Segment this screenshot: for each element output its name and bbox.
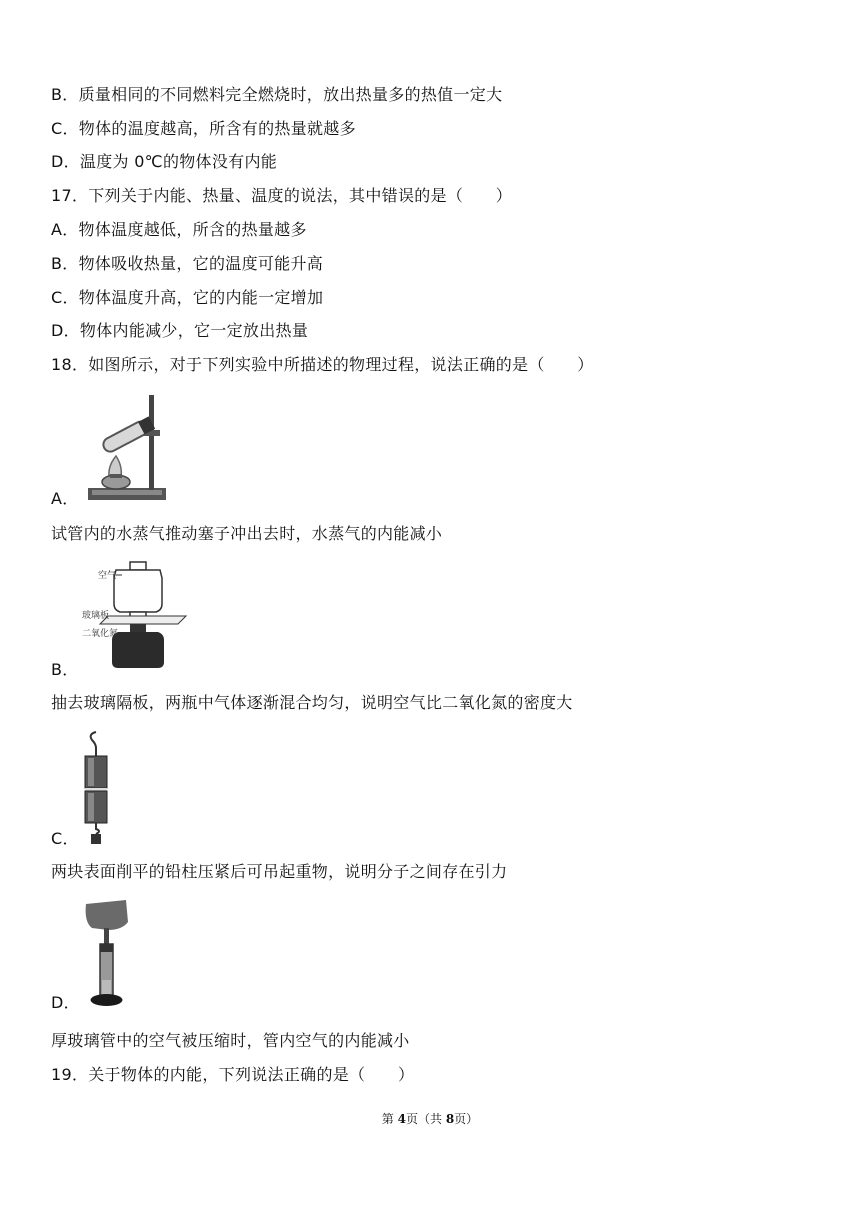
figure-label-glass-plate: 玻璃板 <box>82 611 110 621</box>
q18-option-b-text: 抽去玻璃隔板，两瓶中气体逐渐混合均匀，说明空气比二氧化氮的密度大 <box>51 693 573 712</box>
footer-total-pages: 8 <box>445 1112 455 1126</box>
gas-diffusion-bottles-icon <box>82 558 202 673</box>
lead-cylinders-weight-icon <box>78 730 114 845</box>
figure-label-air: 空气 <box>98 571 117 581</box>
question-19: 19．关于物体的内能，下列说法正确的是（ ） <box>51 1065 415 1084</box>
option-b-q17: B．物体吸收热量，它的温度可能升高 <box>51 254 324 273</box>
q18-option-a-text: 试管内的水蒸气推动塞子冲出去时，水蒸气的内能减小 <box>51 524 443 543</box>
q18-option-b-letter: B． <box>51 660 79 679</box>
footer-suffix: 页） <box>454 1112 479 1126</box>
footer-mid: 页（共 <box>405 1112 446 1126</box>
q18-option-c-letter: C． <box>51 829 79 848</box>
option-d-q17: D．物体内能减少，它一定放出热量 <box>51 321 309 340</box>
footer-prefix: 第 <box>381 1112 398 1126</box>
q18-option-d-text: 厚玻璃管中的空气被压缩时，管内空气的内能减小 <box>51 1031 410 1050</box>
question-18: 18．如图所示，对于下列实验中所描述的物理过程，说法正确的是（ ） <box>51 355 594 374</box>
page-footer <box>0 1110 860 1127</box>
q18-option-d-letter: D． <box>51 993 80 1012</box>
footer-page-number: 4 <box>397 1112 406 1126</box>
option-c-q16: C．物体的温度越高，所含有的热量就越多 <box>51 119 356 138</box>
air-compression-tube-icon <box>78 900 138 1010</box>
question-17: 17．下列关于内能、热量、温度的说法，其中错误的是（ ） <box>51 186 513 205</box>
figure-label-no2: 二氧化氮 <box>82 629 119 639</box>
option-c-q17: C．物体温度升高，它的内能一定增加 <box>51 288 324 307</box>
option-a-q17: A．物体温度越低，所含的热量越多 <box>51 220 307 239</box>
option-b-q16: B．质量相同的不同燃料完全燃烧时，放出热量多的热值一定大 <box>51 85 503 104</box>
option-d-q16: D．温度为 0℃的物体没有内能 <box>51 152 278 171</box>
test-tube-heating-apparatus-icon <box>80 390 180 505</box>
q18-option-c-text: 两块表面削平的铅柱压紧后可吊起重物，说明分子之间存在引力 <box>51 862 508 881</box>
q18-option-a-letter: A． <box>51 489 79 508</box>
